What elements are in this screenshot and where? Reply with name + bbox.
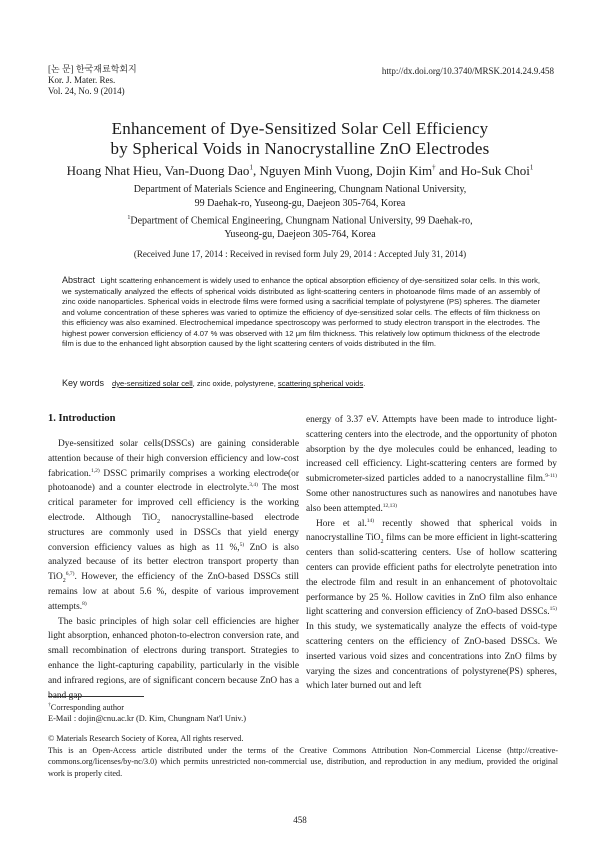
title-line-2: by Spherical Voids in Nanocrystalline ZnO Electrodes [110, 139, 490, 158]
keywords-end: . [363, 379, 366, 388]
affiliations [60, 183, 540, 242]
footnote [48, 700, 558, 725]
text-run: Dye-sensitized solar cells(DSSCs) are gaining considerable attention because of their high conversion efficiency and low-cost fabrication. [48, 439, 299, 479]
text-run: . However, the efficiency of the ZnO-based DSSCs still remains low at about 5.6 %, despite of various improvement attempts. [48, 572, 299, 612]
text-run: DSSC primarily comprises a working electrode(or photoanode) and a counter electrode in electrolyte. [48, 468, 299, 494]
abstract [62, 275, 540, 350]
title-line-1: Enhancement of Dye-Sensitized Solar Cell Efficiency [111, 119, 489, 138]
author-sup-1: 1 [249, 163, 253, 172]
paper-title [40, 119, 560, 159]
affiliation-1-line-2: 99 Daehak-ro, Yuseong-gu, Daejeon 305-764, Korea [194, 198, 406, 209]
intro-paragraph-1 [48, 437, 299, 615]
citation-ref: 8) [82, 600, 87, 607]
citation-ref: 5) [239, 541, 245, 548]
keyword-link-2[interactable]: scattering spherical voids [277, 379, 364, 388]
journal-korean-name: [논 문] 한국재료학회지 [48, 64, 137, 74]
intro-paragraph-2: The basic principles of high solar cell efficiencies are higher light absorption, enhanced photon-to-electron conversion rate, and small recombination of electrons during transport. Strategies to enhance the light-capturing capability, particularly in the visible and infrared regions, are of significant concern because ZnO has a band gap [48, 616, 299, 701]
keywords [62, 378, 540, 388]
copyright-line: © Materials Research Society of Korea, All rights reserved. [48, 734, 244, 743]
citation-ref: 15) [549, 606, 557, 613]
text-run: Some other nanostructures such as nanowires and nanotubes have also been attempted. [306, 488, 557, 514]
journal-header [48, 64, 137, 97]
subscript: 2 [62, 578, 66, 585]
keyword-link-1[interactable]: dye-sensitized solar cell [112, 379, 193, 388]
text-run: energy of 3.37 eV. Attempts have been made to introduce light-scattering centers into the electrode, and the opportunity of photon absorption by the dye molecules could be enhanced, leading to increased cell efficiency. Light-scattering centers are formed by submicrometer-sized particles added to a nanocrystalline film. [306, 415, 557, 485]
citation-ref: 9-11) [545, 473, 557, 480]
intro-paragraph-3 [306, 517, 557, 695]
volume-info: Vol. 24, No. 9 (2014) [48, 86, 125, 96]
text-run: films can be more efficient in light-scattering centers than solid-scattering centers. Use of hollow scattering centers can provide efficient paths for electrolyte penetration into the electrode film and result in an enhancement of photovoltaic performance by 25 %. Hollow cavities in ZnO film also enhance light scattering and conversion efficiency of ZnO-based DSSCs. [306, 533, 557, 618]
text-run: nanocrystalline-based electrode structures are commonly used in DSSCs that yield energy conversion efficiency values as high as 11 %, [48, 512, 299, 553]
footnote-dagger: † [48, 702, 51, 708]
author-sup-2: † [432, 163, 436, 172]
subscript: 2 [380, 539, 384, 546]
affiliation-2-sup: 1 [127, 215, 131, 221]
abstract-label: Abstract [62, 275, 96, 285]
citation-ref: 6,7) [65, 571, 75, 578]
corresponding-author: Corresponding author [50, 702, 125, 712]
text-run: The most critical parameter for improved cell efficiency is the working electrode. Although TiO [48, 483, 300, 523]
keywords-middle: , zinc oxide, polystyrene, [192, 379, 278, 388]
footnote-divider [48, 696, 144, 697]
author-sup-3: 1 [529, 163, 534, 172]
author-group-3: and Ho-Suk Choi [435, 163, 530, 178]
doi-link[interactable]: http://dx.doi.org/10.3740/MRSK.2014.24.9.458 [381, 66, 554, 76]
affiliation-2-line-2: Yuseong-gu, Daejeon 305-764, Korea [224, 229, 376, 241]
left-column [48, 437, 299, 703]
citation-ref: 14) [366, 517, 375, 524]
author-group-2: , Nguyen Minh Vuong, Dojin Kim [252, 163, 433, 178]
author-group-1: Hoang Nhat Hieu, Van-Duong Dao [66, 163, 250, 178]
affiliation-1-line-1: Department of Materials Science and Engineering, Chungnam National University, [133, 184, 467, 195]
author-list [30, 163, 570, 179]
journal-abbrev: Kor. J. Mater. Res. [48, 75, 116, 85]
text-run: ZnO is also analyzed because of its better electron transport property than TiO [48, 542, 299, 583]
citation-ref: 12,13) [382, 502, 398, 509]
text-run: Hore et al. [316, 518, 367, 529]
received-dates: (Received June 17, 2014 : Received in revised form July 29, 2014 : Accepted July 31, 2014) [133, 249, 467, 259]
license-block [48, 733, 558, 779]
text-run: recently showed that spherical voids in nanocrystalline TiO [306, 518, 557, 544]
citation-ref: 1,2) [90, 467, 100, 474]
subscript: 2 [157, 518, 161, 525]
text-run: In this study, we systematically analyze the effects of void-type scattering centers on the efficiency of ZnO-based DSSCs. We inserted various void sizes and concentrations into ZnO films by varying the sizes and concentrations of polystyrene(PS) spheres, which later burned out and left [306, 622, 557, 692]
abstract-text: Light scattering enhancement is widely used to enhance the optical absorption efficiency of dye-sensitized solar cells. In this work, we systematically analyzed the effects of spherical voids distributed as light-scattering centers in photoanode films made of an assembly of zinc oxide nanoparticles. Spherical voids in electrode films were formed using a sacrificial template of polystyrene (PS) spheres. The diameter and volume concentration of these spheres was varied to optimize the efficiency of dye-sensitized solar cells. The effects of film thickness on this efficiency was also examined. Electrochemical impedance spectroscopy was performed to study electron transport in the electrodes. The highest power conversion efficiency of 4.07 % was observed with 12 μm film thickness. This relatively low optimum thickness of the electrode film is due to the enhanced light absorption caused by the light scattering centers of voids distributed in the film. [62, 276, 540, 348]
license-text: This is an Open-Access article distributed under the terms of the Creative Commons Attribution Non-Commercial License (http://creative-commons.org/licenses/by-nc/3.0) which permits unrestricted non-commercial use, distribution, and reproduction in any medium, provided the original work is properly cited. [48, 745, 558, 778]
page-number: 458 [293, 815, 307, 825]
section-heading: 1. Introduction [48, 413, 116, 424]
intro-paragraph-2-cont [306, 413, 557, 517]
citation-ref: 3,4) [249, 482, 259, 489]
right-column [306, 413, 557, 694]
keywords-label: Key words [62, 378, 105, 388]
affiliation-2-line-1: Department of Chemical Engineering, Chungnam National University, 99 Daehak-ro, [130, 215, 473, 227]
author-email: E-Mail : dojin@cnu.ac.kr (D. Kim, Chungnam Nat'l Univ.) [48, 714, 247, 724]
